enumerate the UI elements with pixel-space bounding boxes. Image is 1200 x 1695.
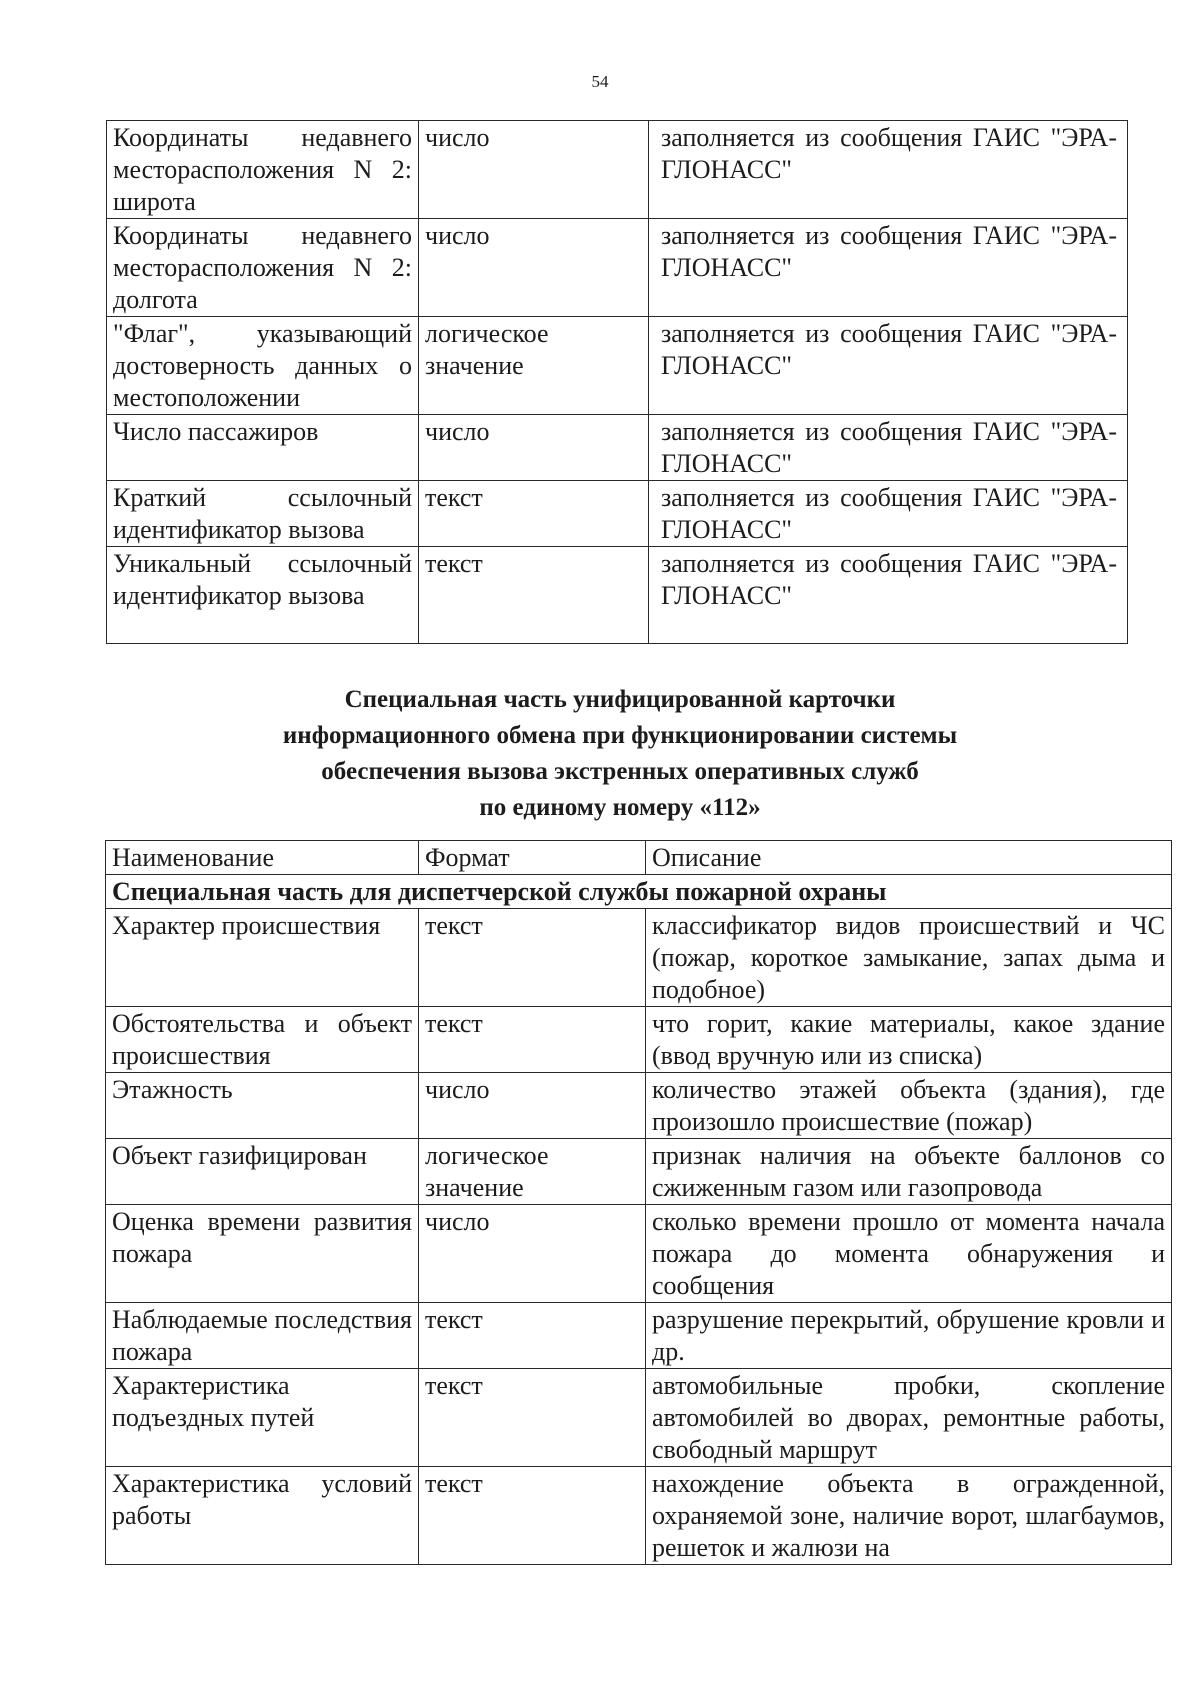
row-format-cell: текст <box>419 547 649 644</box>
row-name-cell: "Флаг", указывающий достоверность данных о местоположении <box>107 317 419 415</box>
row-name-cell: Характеристика подъездных путей <box>106 1369 419 1467</box>
row-description-cell: разрушение перекрытий, обрушение кровли и др. <box>646 1303 1172 1369</box>
row-description-cell: заполняется из сообщения ГАИС "ЭРА-ГЛОНАСС" <box>649 415 1128 481</box>
row-description-cell: заполняется из сообщения ГАИС "ЭРА-ГЛОНАСС" <box>649 121 1128 219</box>
row-description-cell: классификатор видов происшествий и ЧС (пожар, короткое замыкание, запах дыма и подобное) <box>646 909 1172 1007</box>
row-description-cell: заполняется из сообщения ГАИС "ЭРА-ГЛОНАСС" <box>649 547 1128 644</box>
table-row <box>106 1073 1172 1139</box>
section-heading <box>0 682 1200 826</box>
row-format-cell: число <box>419 1205 646 1303</box>
row-format-cell: текст <box>419 1467 646 1565</box>
table-row <box>106 1139 1172 1205</box>
table-row <box>107 481 1128 547</box>
row-format-cell: число <box>419 1073 646 1139</box>
heading-line: информационного обмена при функционировании системы <box>282 722 958 749</box>
subsection-title: Специальная часть для диспетчерской службы пожарной охраны <box>106 875 1172 909</box>
table-row <box>106 1467 1172 1565</box>
row-format-cell: число <box>419 121 649 219</box>
row-format-cell: число <box>419 415 649 481</box>
row-description-cell: заполняется из сообщения ГАИС "ЭРА-ГЛОНАСС" <box>649 219 1128 317</box>
row-description-cell: автомобильные пробки, скопление автомобилей во дворах, ремонтные работы, свободный маршрут <box>646 1369 1172 1467</box>
header-row <box>106 841 1172 875</box>
subsection-row <box>106 875 1172 909</box>
row-description-cell: признак наличия на объекте баллонов со сжиженным газом или газопровода <box>646 1139 1172 1205</box>
row-name-cell: Координаты недавнего месторасположения N 2: широта <box>107 121 419 219</box>
table-row <box>106 909 1172 1007</box>
row-description-cell: сколько времени прошло от момента начала пожара до момента обнаружения и сообщения <box>646 1205 1172 1303</box>
table-row <box>107 219 1128 317</box>
row-format-cell: логическое значение <box>419 317 649 415</box>
top-data-table <box>106 120 1128 644</box>
table-row <box>106 1303 1172 1369</box>
header-name-cell: Наименование <box>106 841 419 875</box>
row-name-cell: Координаты недавнего месторасположения N 2: долгота <box>107 219 419 317</box>
row-name-cell: Этажность <box>106 1073 419 1139</box>
row-description-cell: нахождение объекта в огражденной, охраняемой зоне, наличие ворот, шлагбаумов, решеток и жалюзи на <box>646 1467 1172 1565</box>
heading-line: Специальная часть унифицированной карточки <box>344 686 896 713</box>
row-format-cell: текст <box>419 1369 646 1467</box>
row-format-cell: текст <box>419 1303 646 1369</box>
row-format-cell: текст <box>419 1007 646 1073</box>
row-name-cell: Наблюдаемые последствия пожара <box>106 1303 419 1369</box>
row-name-cell: Число пассажиров <box>107 415 419 481</box>
row-name-cell: Обстоятельства и объект происшествия <box>106 1007 419 1073</box>
row-format-cell: число <box>419 219 649 317</box>
row-name-cell: Объект газифицирован <box>106 1139 419 1205</box>
table-row <box>106 1007 1172 1073</box>
page-number: 54 <box>591 72 609 91</box>
table-row <box>107 121 1128 219</box>
header-format-cell: Формат <box>419 841 646 875</box>
row-format-cell: логическое значение <box>419 1139 646 1205</box>
table-row <box>106 1369 1172 1467</box>
row-format-cell: текст <box>419 481 649 547</box>
fire-service-table <box>105 840 1172 1565</box>
row-description-cell: заполняется из сообщения ГАИС "ЭРА-ГЛОНАСС" <box>649 317 1128 415</box>
row-name-cell: Характеристика условий работы <box>106 1467 419 1565</box>
row-name-cell: Уникальный ссылочный идентификатор вызова <box>107 547 419 644</box>
row-name-cell: Характер происшествия <box>106 909 419 1007</box>
table-row <box>107 317 1128 415</box>
row-description-cell: заполняется из сообщения ГАИС "ЭРА-ГЛОНАСС" <box>649 481 1128 547</box>
heading-line: обеспечения вызова экстренных оперативных служб <box>321 758 919 785</box>
row-name-cell: Краткий ссылочный идентификатор вызова <box>107 481 419 547</box>
table-row <box>107 547 1128 644</box>
row-description-cell: что горит, какие материалы, какое здание (ввод вручную или из списка) <box>646 1007 1172 1073</box>
row-name-cell: Оценка времени развития пожара <box>106 1205 419 1303</box>
row-format-cell: текст <box>419 909 646 1007</box>
header-description-cell: Описание <box>646 841 1172 875</box>
table-row <box>106 1205 1172 1303</box>
row-description-cell: количество этажей объекта (здания), где произошло происшествие (пожар) <box>646 1073 1172 1139</box>
table-row <box>107 415 1128 481</box>
heading-line: по единому номеру «112» <box>479 794 761 821</box>
